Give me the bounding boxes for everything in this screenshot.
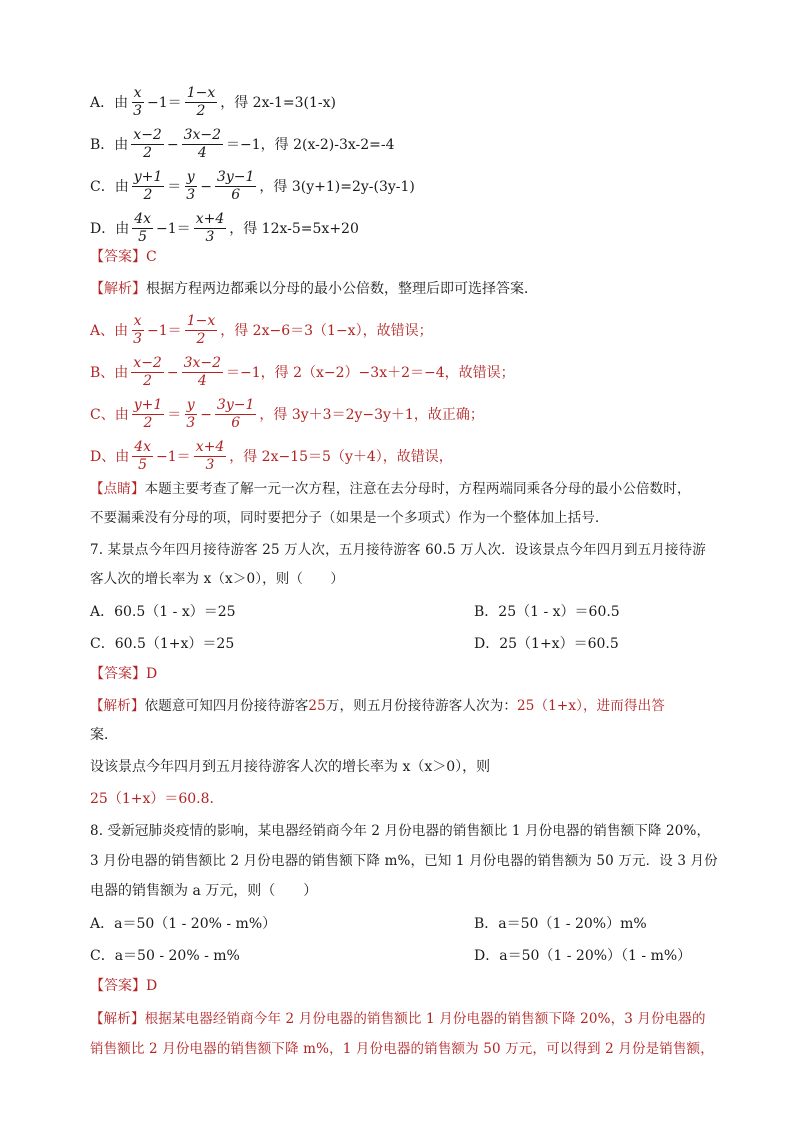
numerator: y: [186, 397, 195, 413]
denominator: 2: [196, 103, 206, 119]
fraction: [182, 356, 223, 389]
analysis-highlight: 25: [308, 698, 326, 714]
denominator: 3: [205, 229, 215, 245]
q8-option-b: B．a＝50（1 - 20%）m%: [474, 916, 647, 932]
numerator: y: [186, 169, 195, 185]
fraction: [131, 356, 164, 389]
question-text: 客人次的增长率为 x（x＞0），则（ ）: [90, 571, 345, 587]
step-lead: C、由: [90, 406, 129, 423]
denominator: 5: [138, 457, 148, 473]
denominator: 2: [143, 415, 153, 431]
operator: −: [200, 178, 212, 195]
q6-analysis: [90, 279, 704, 299]
denominator: 3: [186, 415, 196, 431]
question-text: 电器的销售额为 a 万元，则（ ）: [90, 883, 318, 899]
q7-analysis-line-1: [90, 696, 704, 716]
numerator: 3x−2: [183, 127, 222, 143]
step-lead: A、由: [90, 322, 129, 339]
analysis-text: 根据方程两边都乘以分母的最小公倍数，整理后即可选择答案．: [146, 281, 538, 297]
option-b-line: [90, 128, 704, 161]
q7-stem-line-1: [90, 540, 704, 560]
fraction: [131, 128, 164, 161]
analysis-text: 设该景点今年四月到五月接待游客人次的增长率为 x（x＞0），则: [90, 759, 491, 775]
fraction: [194, 440, 227, 473]
analysis-text: 销售额比 2 月份电器的销售额下降 m%，1 月份电器的销售额为 50 万元，可以得到 2 月份是销售额，: [90, 1041, 714, 1057]
fraction: [132, 170, 165, 203]
fraction: [184, 398, 197, 431]
question-text: 8. 受新冠肺炎疫情的影响，某电器经销商今年 2 月份电器的销售额比 1 月份电器的销售额下降 20%，: [90, 823, 711, 839]
option-result: ，得 2x-1=3(1-x): [220, 94, 336, 111]
numerator: y+1: [133, 397, 163, 413]
analysis-text: 依题意可知四月份接待游客: [144, 698, 309, 714]
operator: −1＝: [147, 322, 182, 339]
comment-text: 本题主要考查了解一元一次方程，注意在去分母时，方程两端同乘各分母的最小公倍数时，: [144, 481, 691, 497]
operator: −1＝: [156, 448, 191, 465]
option-result: ＝−1，得 2(x-2)-3x-2=-4: [226, 136, 395, 153]
option-a-line: [90, 86, 704, 119]
denominator: 6: [231, 187, 241, 203]
denominator: 2: [143, 145, 153, 161]
q8-analysis-line-2: [90, 1039, 714, 1059]
answer-value: C: [146, 249, 157, 265]
operator: −: [166, 136, 179, 153]
q6-answer: [90, 247, 704, 267]
answer-label: 【答案】: [90, 249, 146, 265]
operator: −1＝: [156, 220, 191, 237]
answer-label: 【答案】: [90, 978, 146, 994]
numerator: x−2: [133, 355, 162, 371]
question-text: 7. 某景点今年四月接待游客 25 万人次，五月接待游客 60.5 万人次．设该景点今年四月到五月接待游: [90, 542, 706, 558]
q7-answer: [90, 664, 704, 684]
q8-answer: [90, 976, 704, 996]
comment-label: 【点睛】: [90, 481, 145, 497]
numerator: x: [133, 313, 142, 329]
fraction: [185, 314, 218, 347]
option-lead: D．由: [90, 220, 130, 237]
numerator: x+4: [195, 439, 225, 455]
option-c-line: [90, 170, 704, 203]
option-result: ，得 12x-5=5x+20: [229, 220, 359, 237]
step-result: ，得 3y＋3＝2y−3y＋1，故正确；: [259, 406, 484, 423]
option-lead: C．由: [90, 178, 129, 195]
denominator: 3: [205, 457, 215, 473]
operator: −1＝: [147, 94, 182, 111]
denominator: 4: [197, 373, 207, 389]
fraction: [131, 86, 144, 119]
q6-step-d: [90, 440, 704, 473]
fraction: [131, 314, 144, 347]
step-result: ，得 2x−6＝3（1−x），故错误；: [220, 322, 433, 339]
analysis-label: 【解析】: [90, 1011, 145, 1027]
fraction: [215, 170, 256, 203]
answer-value: D: [146, 978, 158, 994]
q7-option-c: C．60.5（1+x）＝25: [90, 636, 235, 652]
denominator: 3: [133, 103, 143, 119]
numerator: 3y−1: [216, 169, 255, 185]
q7-analysis-line-2: [90, 725, 704, 745]
operator: −: [200, 406, 212, 423]
analysis-text: 案．: [90, 727, 118, 743]
analysis-highlight: 25（1+x），进而得出答: [517, 698, 665, 714]
numerator: 1−x: [186, 85, 216, 101]
analysis-equation: 25（1+x）＝60.8．: [90, 791, 224, 807]
q6-step-c: [90, 398, 704, 431]
denominator: 5: [138, 229, 148, 245]
option-result: ，得 3(y+1)=2y-(3y-1): [259, 178, 415, 195]
step-lead: B、由: [90, 364, 129, 381]
fraction: [132, 212, 153, 245]
q8-option-d: D．a＝50（1 - 20%）（1 - m%）: [474, 948, 692, 964]
answer-value: D: [146, 666, 158, 682]
numerator: y+1: [133, 169, 163, 185]
q6-step-b: [90, 356, 704, 389]
denominator: 6: [231, 415, 241, 431]
q8-stem-line-3: [90, 881, 704, 901]
q8-options-row-1: [90, 914, 704, 934]
analysis-text: 万，则五月份接待游客人次为：: [325, 698, 518, 714]
q8-option-c: C．a＝50 - 20% - m%: [90, 948, 240, 964]
step-lead: D、由: [90, 448, 130, 465]
q7-analysis-line-3: [90, 757, 704, 777]
option-d-line: [90, 212, 704, 245]
step-result: ＝−1，得 2（x−2）−3x＋2＝−4，故错误；: [226, 364, 515, 381]
question-text: 3 月份电器的销售额比 2 月份电器的销售额下降 m%，已知 1 月份电器的销售额为 50 万元．设 3 月份: [90, 853, 718, 869]
option-lead: A．由: [90, 94, 129, 111]
denominator: 3: [186, 187, 196, 203]
q6-comment-line-2: [90, 508, 704, 528]
q7-options-row-2: [90, 634, 704, 654]
q8-options-row-2: [90, 946, 704, 966]
fraction: [132, 398, 165, 431]
q7-analysis-line-4: [90, 789, 704, 809]
fraction: [215, 398, 256, 431]
step-result: ，得 2x−15＝5（y＋4），故错误，: [229, 448, 453, 465]
q7-option-b: B．25（1 - x）＝60.5: [474, 604, 620, 620]
operator: −: [166, 364, 179, 381]
numerator: x+4: [195, 211, 225, 227]
operator: ＝: [167, 178, 182, 195]
q7-option-a: A．60.5（1 - x）＝25: [90, 604, 236, 620]
analysis-text: 根据某电器经销商今年 2 月份电器的销售额比 1 月份电器的销售额下降 20%，3 月份电器的: [144, 1011, 706, 1027]
fraction: [185, 86, 218, 119]
analysis-label: 【解析】: [90, 281, 146, 297]
denominator: 2: [196, 331, 206, 347]
operator: ＝: [167, 406, 182, 423]
numerator: 3x−2: [183, 355, 222, 371]
numerator: 3y−1: [216, 397, 255, 413]
denominator: 2: [143, 373, 153, 389]
numerator: x−2: [133, 127, 162, 143]
numerator: 4x: [134, 211, 152, 227]
q6-comment-line-1: [90, 479, 704, 499]
q7-option-d: D．25（1+x）＝60.5: [474, 636, 619, 652]
numerator: x: [133, 85, 142, 101]
fraction: [132, 440, 153, 473]
q8-option-a: A．a＝50（1 - 20% - m%）: [90, 916, 277, 932]
comment-text: 不要漏乘没有分母的项，同时要把分子（如果是一个多项式）作为一个整体加上括号．: [90, 510, 609, 526]
fraction: [182, 128, 223, 161]
q7-stem-line-2: [90, 569, 704, 589]
numerator: 4x: [134, 439, 152, 455]
q6-step-a: [90, 314, 704, 347]
q8-stem-line-1: [90, 821, 711, 841]
q8-analysis-line-1: [90, 1009, 704, 1029]
denominator: 3: [133, 331, 143, 347]
option-lead: B．由: [90, 136, 129, 153]
denominator: 2: [143, 187, 153, 203]
fraction: [194, 212, 227, 245]
fraction: [184, 170, 197, 203]
denominator: 4: [197, 145, 207, 161]
answer-label: 【答案】: [90, 666, 146, 682]
q7-options-row-1: [90, 602, 704, 622]
q8-stem-line-2: [90, 851, 718, 871]
numerator: 1−x: [186, 313, 216, 329]
analysis-label: 【解析】: [90, 698, 145, 714]
